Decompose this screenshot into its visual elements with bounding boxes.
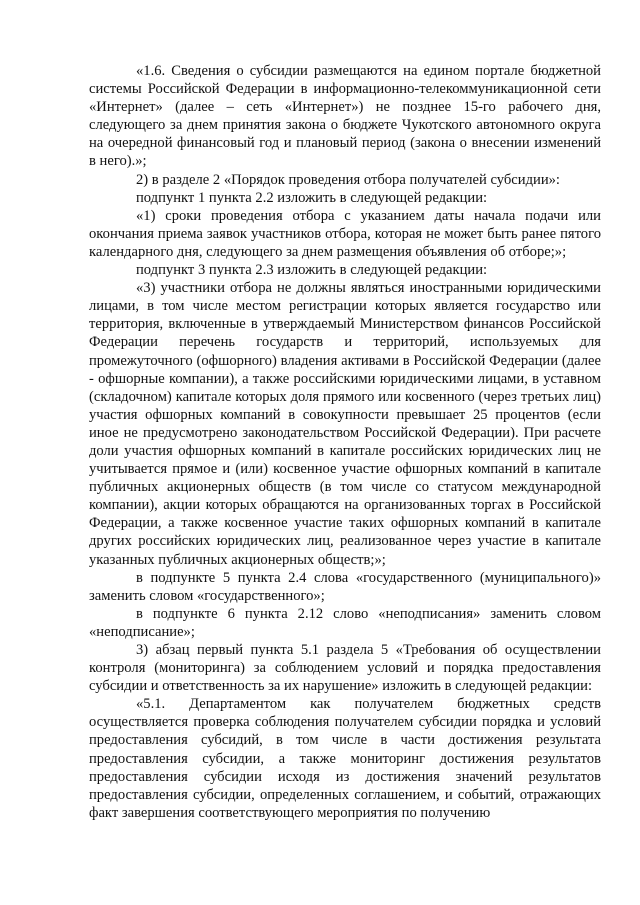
paragraph-subpoint-3-2-3: подпункт 3 пункта 2.3 изложить в следующей редакции: bbox=[136, 262, 488, 279]
paragraph-subpoint-6-2-12: в подпункте 6 пункта 2.12 слово «неподписания» заменить словом «неподписание»; bbox=[89, 605, 601, 640]
paragraph-section-5-1: 3) абзац первый пункта 5.1 раздела 5 «Требования об осуществлении контроля (мониторинга) за соблюдением условий и порядка предоставления субсидии и ответственность за их нарушение» изложить в следующей редакции: bbox=[89, 642, 601, 695]
paragraph-1-6-subsidy-info: «1.6. Сведения о субсидии размещаются на едином портале бюджетной системы Российской Федерации в информационно-телекоммуникационной сети «Интернет» (далее – сеть «Интернет») не позднее 15-го рабочего дня, следующего за днем принятия закона о бюджете Чукотского автономного округа на очередной финансовый год и плановый период (закона о внесении изменений в него).»; bbox=[89, 63, 601, 170]
paragraph-subpoint-1-2-2: подпункт 1 пункта 2.2 изложить в следующей редакции: bbox=[136, 189, 488, 206]
paragraph-offshore-participants: «3) участники отбора не должны являться иностранными юридическими лицами, в том числе местом регистрации которых является государство или территория, включенные в утверждаемый Министерством финансов Российской Федерации перечень государств и территорий, используемых для промежуточного (офшорного) владения активами в Российской Федерации (далее - офшорные компании), а также российскими юридическими лицами, в уставном (складочном) капитале которых доля прямого или косвенного (через третьих лиц) участия офшорных компаний в совокупности превышает 25 процентов (если иное не предусмотрено законодательством Российской Федерации). При расчете доли участия офшорных компаний в капитале российских юридических лиц не учитывается прямое и (или) косвенное участие офшорных компаний в капитале публичных акционерных обществ (в том числе со статусом международной компании), акции которых обращаются на организованных торгах в Российской Федерации, а также косвенное участие таких офшорных компаний в капитале других российских юридических лиц, реализованное через участие в капитале указанных публичных акционерных обществ;»; bbox=[89, 280, 601, 568]
paragraph-subpoint-5-2-4: в подпункте 5 пункта 2.4 слова «государственного (муниципального)» заменить словом «государственного»; bbox=[89, 569, 601, 604]
paragraph-5-1-department-control: «5.1. Департаментом как получателем бюджетных средств осуществляется проверка соблюдения получателем субсидии порядка и условий предоставления субсидий, в том числе в части достижения результата предоставления субсидии, а также мониторинг достижения результатов предоставления субсидии исходя из достижения значений результатов предоставления субсидии, определенных соглашением, и событий, отражающих факт завершения соответствующего мероприятия по получению bbox=[89, 696, 601, 821]
paragraph-section-2: 2) в разделе 2 «Порядок проведения отбора получателей субсидии»: bbox=[136, 171, 560, 188]
paragraph-selection-dates: «1) сроки проведения отбора с указанием даты начала подачи или окончания приема заявок участников отбора, которая не может быть ранее пятого календарного дня, следующего за днем размещения объявления об отборе;»; bbox=[89, 207, 601, 260]
document-page bbox=[89, 62, 601, 822]
